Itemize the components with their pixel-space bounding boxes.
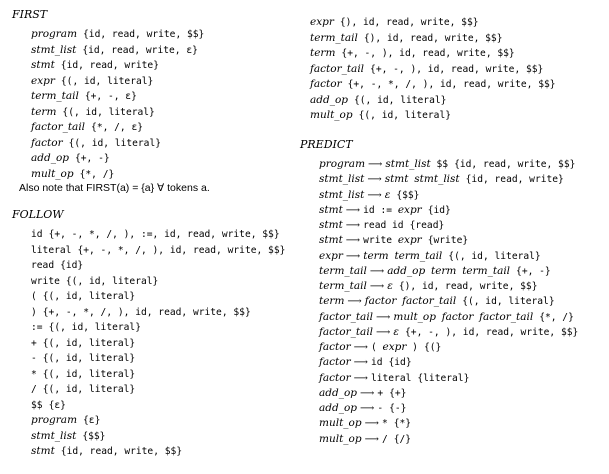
- first-row: [31, 58, 159, 73]
- production-arrow: ⟶: [345, 204, 361, 216]
- predict-set: {id}: [388, 357, 412, 369]
- symbol-set: {id, read, write, $$}: [60, 446, 183, 457]
- production-symbol: (: [370, 342, 377, 353]
- follow-row: [31, 429, 105, 444]
- production-lhs: factor: [319, 356, 351, 369]
- follow-row: [31, 320, 141, 335]
- follow-row: [31, 413, 100, 428]
- predict-row: [319, 371, 469, 386]
- predict-set: {+, -}: [516, 265, 551, 277]
- symbol-set: {(, id, literal}: [358, 110, 452, 121]
- symbol-set: {+, -}: [75, 153, 110, 164]
- predict-set: {+, -, ), id, read, write, $$}: [405, 326, 579, 338]
- predict-row: [319, 416, 411, 431]
- grammar-symbol: factor: [310, 78, 342, 90]
- grammar-symbol: expr: [310, 16, 334, 28]
- predict-row: [319, 249, 541, 264]
- production-symbol: expr: [397, 203, 422, 216]
- predict-set: {*}: [393, 418, 412, 430]
- predict-row: [319, 432, 411, 447]
- predict-set: {id, read, write}: [465, 174, 564, 186]
- grammar-symbol: program: [31, 414, 78, 426]
- first-row: [31, 167, 114, 182]
- symbol-set: {(, id, literal}: [42, 368, 136, 380]
- grammar-symbol: write: [31, 275, 60, 287]
- follow-row: [310, 15, 479, 30]
- symbol-set: {+, -, ε}: [84, 91, 137, 102]
- grammar-symbol: expr: [31, 74, 55, 87]
- follow-row: [31, 336, 135, 351]
- production-lhs: term_tail: [319, 280, 367, 292]
- symbol-set: {id, read, write}: [60, 60, 159, 71]
- grammar-symbol: mult_op: [31, 167, 74, 180]
- follow-row: [310, 108, 451, 123]
- predict-row: [319, 157, 575, 172]
- symbol-set: {id, read, write, ε}: [82, 44, 198, 56]
- production-arrow: ⟶: [369, 265, 385, 277]
- grammar-symbol: term: [310, 47, 336, 59]
- grammar-symbol: id: [31, 229, 43, 240]
- predict-row: [319, 172, 564, 187]
- production-symbol: factor: [441, 310, 474, 323]
- symbol-set: {+, -, ), id, read, write, $$}: [341, 48, 515, 59]
- symbol-set: {ε}: [48, 399, 66, 411]
- grammar-symbol: :=: [31, 322, 43, 333]
- follow-heading: FOLLOW: [12, 208, 64, 221]
- production-symbol: stmt: [384, 173, 409, 186]
- production-lhs: stmt: [319, 203, 343, 216]
- production-lhs: mult_op: [319, 417, 362, 430]
- grammar-symbol: stmt_list: [31, 429, 77, 442]
- production-symbol: term_tail: [394, 249, 443, 262]
- symbol-set: {+, -, ), id, read, write, $$}: [370, 63, 544, 75]
- grammar-symbol: read: [31, 260, 55, 271]
- production-symbol: read: [363, 220, 387, 231]
- grammar-symbol: factor_tail: [31, 121, 86, 133]
- production-arrow: ⟶: [364, 418, 379, 430]
- production-symbol: +: [377, 387, 384, 399]
- predict-row: [319, 279, 537, 294]
- predict-row: [319, 188, 419, 203]
- production-symbol: /: [381, 433, 388, 445]
- production-arrow: ⟶: [347, 296, 362, 308]
- production-lhs: stmt: [319, 219, 343, 231]
- predict-set: {*, /}: [539, 311, 574, 323]
- first-heading: FIRST: [12, 8, 48, 21]
- predict-set: {), id, read, write, $$}: [398, 281, 538, 292]
- production-arrow: ⟶: [360, 387, 375, 399]
- symbol-set: {), id, read, write, $$}: [363, 32, 503, 44]
- follow-row: [31, 444, 182, 459]
- production-arrow: ⟶: [353, 372, 368, 384]
- production-arrow: ⟶: [368, 159, 383, 170]
- predict-set: {read}: [409, 220, 445, 231]
- follow-row: [310, 31, 502, 46]
- follow-row: [31, 351, 135, 366]
- production-arrow: ⟶: [345, 220, 361, 231]
- predict-row: [319, 264, 551, 279]
- grammar-symbol: term_tail: [31, 90, 79, 102]
- production-lhs: program: [319, 158, 366, 170]
- predict-set: {/}: [393, 433, 412, 445]
- production-symbol: -: [377, 403, 384, 414]
- production-symbol: ): [412, 342, 418, 353]
- first-row: [31, 74, 153, 89]
- grammar-symbol: literal: [31, 244, 72, 256]
- production-arrow: ⟶: [345, 250, 361, 262]
- production-arrow: ⟶: [353, 357, 368, 369]
- grammar-symbol: factor_tail: [310, 62, 365, 75]
- production-lhs: mult_op: [319, 432, 362, 445]
- follow-row: [31, 227, 280, 242]
- grammar-symbol: add_op: [31, 152, 69, 164]
- production-lhs: factor_tail: [319, 310, 374, 323]
- grammar-symbol: program: [31, 28, 78, 40]
- follow-row: [31, 289, 135, 304]
- predict-heading: PREDICT: [300, 138, 353, 151]
- production-lhs: term: [319, 295, 345, 308]
- symbol-set: {(, id, literal}: [354, 94, 447, 106]
- production-lhs: add_op: [319, 386, 357, 399]
- production-arrow: ⟶: [367, 189, 382, 201]
- first-row: [31, 120, 143, 135]
- grammar-symbol: ): [31, 306, 37, 318]
- follow-row: [310, 46, 515, 61]
- production-lhs: stmt: [319, 234, 343, 247]
- symbol-set: {(, id, literal}: [65, 275, 159, 287]
- predict-row: [319, 218, 444, 233]
- production-symbol: term: [363, 249, 389, 262]
- follow-row: [31, 258, 83, 273]
- production-lhs: stmt_list: [319, 173, 365, 186]
- first-row: [31, 43, 198, 58]
- predict-row: [319, 401, 406, 416]
- grammar-symbol: (: [31, 291, 37, 302]
- production-arrow: ⟶: [376, 326, 391, 338]
- symbol-set: {(, id, literal}: [42, 337, 136, 349]
- symbol-set: {*, /, ε}: [91, 122, 144, 133]
- production-symbol: factor: [364, 295, 397, 308]
- production-symbol: *: [381, 418, 388, 430]
- production-symbol: write: [363, 235, 393, 247]
- production-symbol: ε: [384, 188, 391, 201]
- predict-row: [319, 325, 578, 340]
- symbol-set: {(, id, literal}: [42, 353, 136, 364]
- symbol-set: {(, id, literal}: [42, 384, 136, 395]
- predict-row: [319, 355, 412, 370]
- production-lhs: stmt_list: [319, 188, 365, 201]
- predict-row: [319, 203, 451, 218]
- production-symbol: id: [392, 220, 404, 231]
- production-lhs: term_tail: [319, 264, 367, 277]
- predict-set: {(, id, literal}: [448, 250, 541, 262]
- symbol-set: {(, id, literal}: [68, 137, 162, 149]
- follow-row: [31, 382, 135, 397]
- production-arrow: ⟶: [345, 235, 361, 247]
- follow-row: [31, 367, 135, 382]
- production-arrow: ⟶: [369, 281, 385, 292]
- grammar-symbol: add_op: [310, 93, 348, 106]
- predict-set: {literal}: [417, 372, 470, 384]
- production-symbol: term_tail: [462, 264, 511, 277]
- production-symbol: term: [430, 264, 457, 277]
- first-row: [31, 89, 137, 104]
- production-symbol: stmt_list: [414, 173, 460, 186]
- follow-row: [310, 93, 446, 108]
- production-symbol: :=: [380, 204, 393, 216]
- grammar-symbol: mult_op: [310, 109, 353, 121]
- symbol-set: {$$}: [82, 430, 106, 442]
- symbol-set: {+, -, *, /, ), id, read, write, $$}: [347, 79, 556, 90]
- symbol-set: {id, read, write, $$}: [83, 29, 205, 40]
- symbol-set: {(, id, literal}: [62, 106, 155, 118]
- predict-set: {(}: [423, 342, 442, 353]
- follow-row: [31, 398, 66, 413]
- follow-row: [31, 274, 158, 289]
- production-arrow: ⟶: [376, 311, 391, 323]
- grammar-symbol: stmt: [31, 59, 55, 71]
- predict-set: {write}: [427, 235, 469, 247]
- symbol-set: {id}: [60, 260, 84, 271]
- production-lhs: add_op: [319, 402, 357, 414]
- predict-row: [319, 310, 574, 325]
- first-row: [31, 136, 161, 151]
- production-symbol: add_op: [387, 264, 426, 277]
- production-lhs: factor: [319, 341, 351, 353]
- symbol-set: {+, -, *, /, ), :=, id, read, write, $$}: [48, 229, 280, 240]
- production-lhs: expr: [319, 249, 343, 262]
- symbol-set: {(, id, literal}: [42, 291, 136, 302]
- predict-set: {$$}: [396, 189, 420, 201]
- symbol-set: {), id, read, write, $$}: [339, 17, 479, 28]
- production-symbol: ε: [387, 280, 393, 292]
- symbol-set: {*, /}: [79, 168, 115, 180]
- symbol-set: {+, -, *, /, ), id, read, write, $$}: [42, 306, 251, 318]
- symbol-set: {ε}: [83, 415, 101, 426]
- symbol-set: {(, id, literal}: [60, 75, 154, 87]
- predict-set: {-}: [389, 403, 407, 414]
- grammar-symbol: stmt_list: [31, 43, 77, 56]
- grammar-symbol: +: [31, 337, 37, 349]
- production-symbol: expr: [382, 341, 407, 353]
- production-lhs: factor: [319, 371, 351, 384]
- follow-row: [310, 77, 556, 92]
- grammar-symbol: $$: [31, 399, 43, 411]
- grammar-symbol: term_tail: [310, 31, 358, 44]
- production-symbol: id: [370, 357, 383, 369]
- grammar-symbol: factor: [31, 136, 63, 149]
- production-arrow: ⟶: [364, 433, 379, 445]
- production-arrow: ⟶: [367, 174, 382, 186]
- production-symbol: mult_op: [393, 310, 436, 323]
- follow-row: [310, 62, 543, 77]
- production-symbol: factor_tail: [402, 295, 457, 308]
- predict-row: [319, 294, 555, 309]
- predict-row: [319, 386, 406, 401]
- production-symbol: $$: [436, 159, 449, 170]
- follow-row: [31, 243, 285, 258]
- production-symbol: stmt_list: [385, 158, 431, 170]
- production-arrow: ⟶: [360, 403, 375, 414]
- grammar-symbol: term: [31, 105, 57, 118]
- grammar-symbol: stmt: [31, 445, 55, 457]
- grammar-symbol: *: [31, 368, 37, 380]
- first-row: [31, 27, 204, 42]
- predict-row: [319, 233, 468, 248]
- production-arrow: ⟶: [353, 342, 368, 353]
- production-symbol: id: [363, 204, 375, 216]
- symbol-set: {+, -, *, /, ), id, read, write, $$}: [77, 244, 286, 256]
- production-symbol: factor_tail: [479, 310, 534, 323]
- production-lhs: factor_tail: [319, 325, 374, 338]
- predict-set: {id}: [427, 204, 451, 216]
- predict-set: {id, read, write, $$}: [454, 159, 576, 170]
- predict-row: [319, 340, 441, 355]
- first-row: [31, 151, 110, 166]
- follow-row: [31, 305, 251, 320]
- predict-set: {(, id, literal}: [462, 296, 555, 308]
- production-symbol: expr: [397, 234, 422, 247]
- grammar-symbol: /: [31, 384, 37, 395]
- first-row: [31, 105, 155, 120]
- symbol-set: {(, id, literal}: [48, 322, 141, 333]
- production-symbol: ε: [393, 325, 400, 338]
- first-tokens-note: Also note that FIRST(a) = {a} ∀ tokens a.: [19, 182, 210, 194]
- predict-set: {+}: [389, 387, 407, 399]
- grammar-symbol: -: [31, 353, 37, 364]
- production-symbol: literal: [370, 372, 412, 384]
